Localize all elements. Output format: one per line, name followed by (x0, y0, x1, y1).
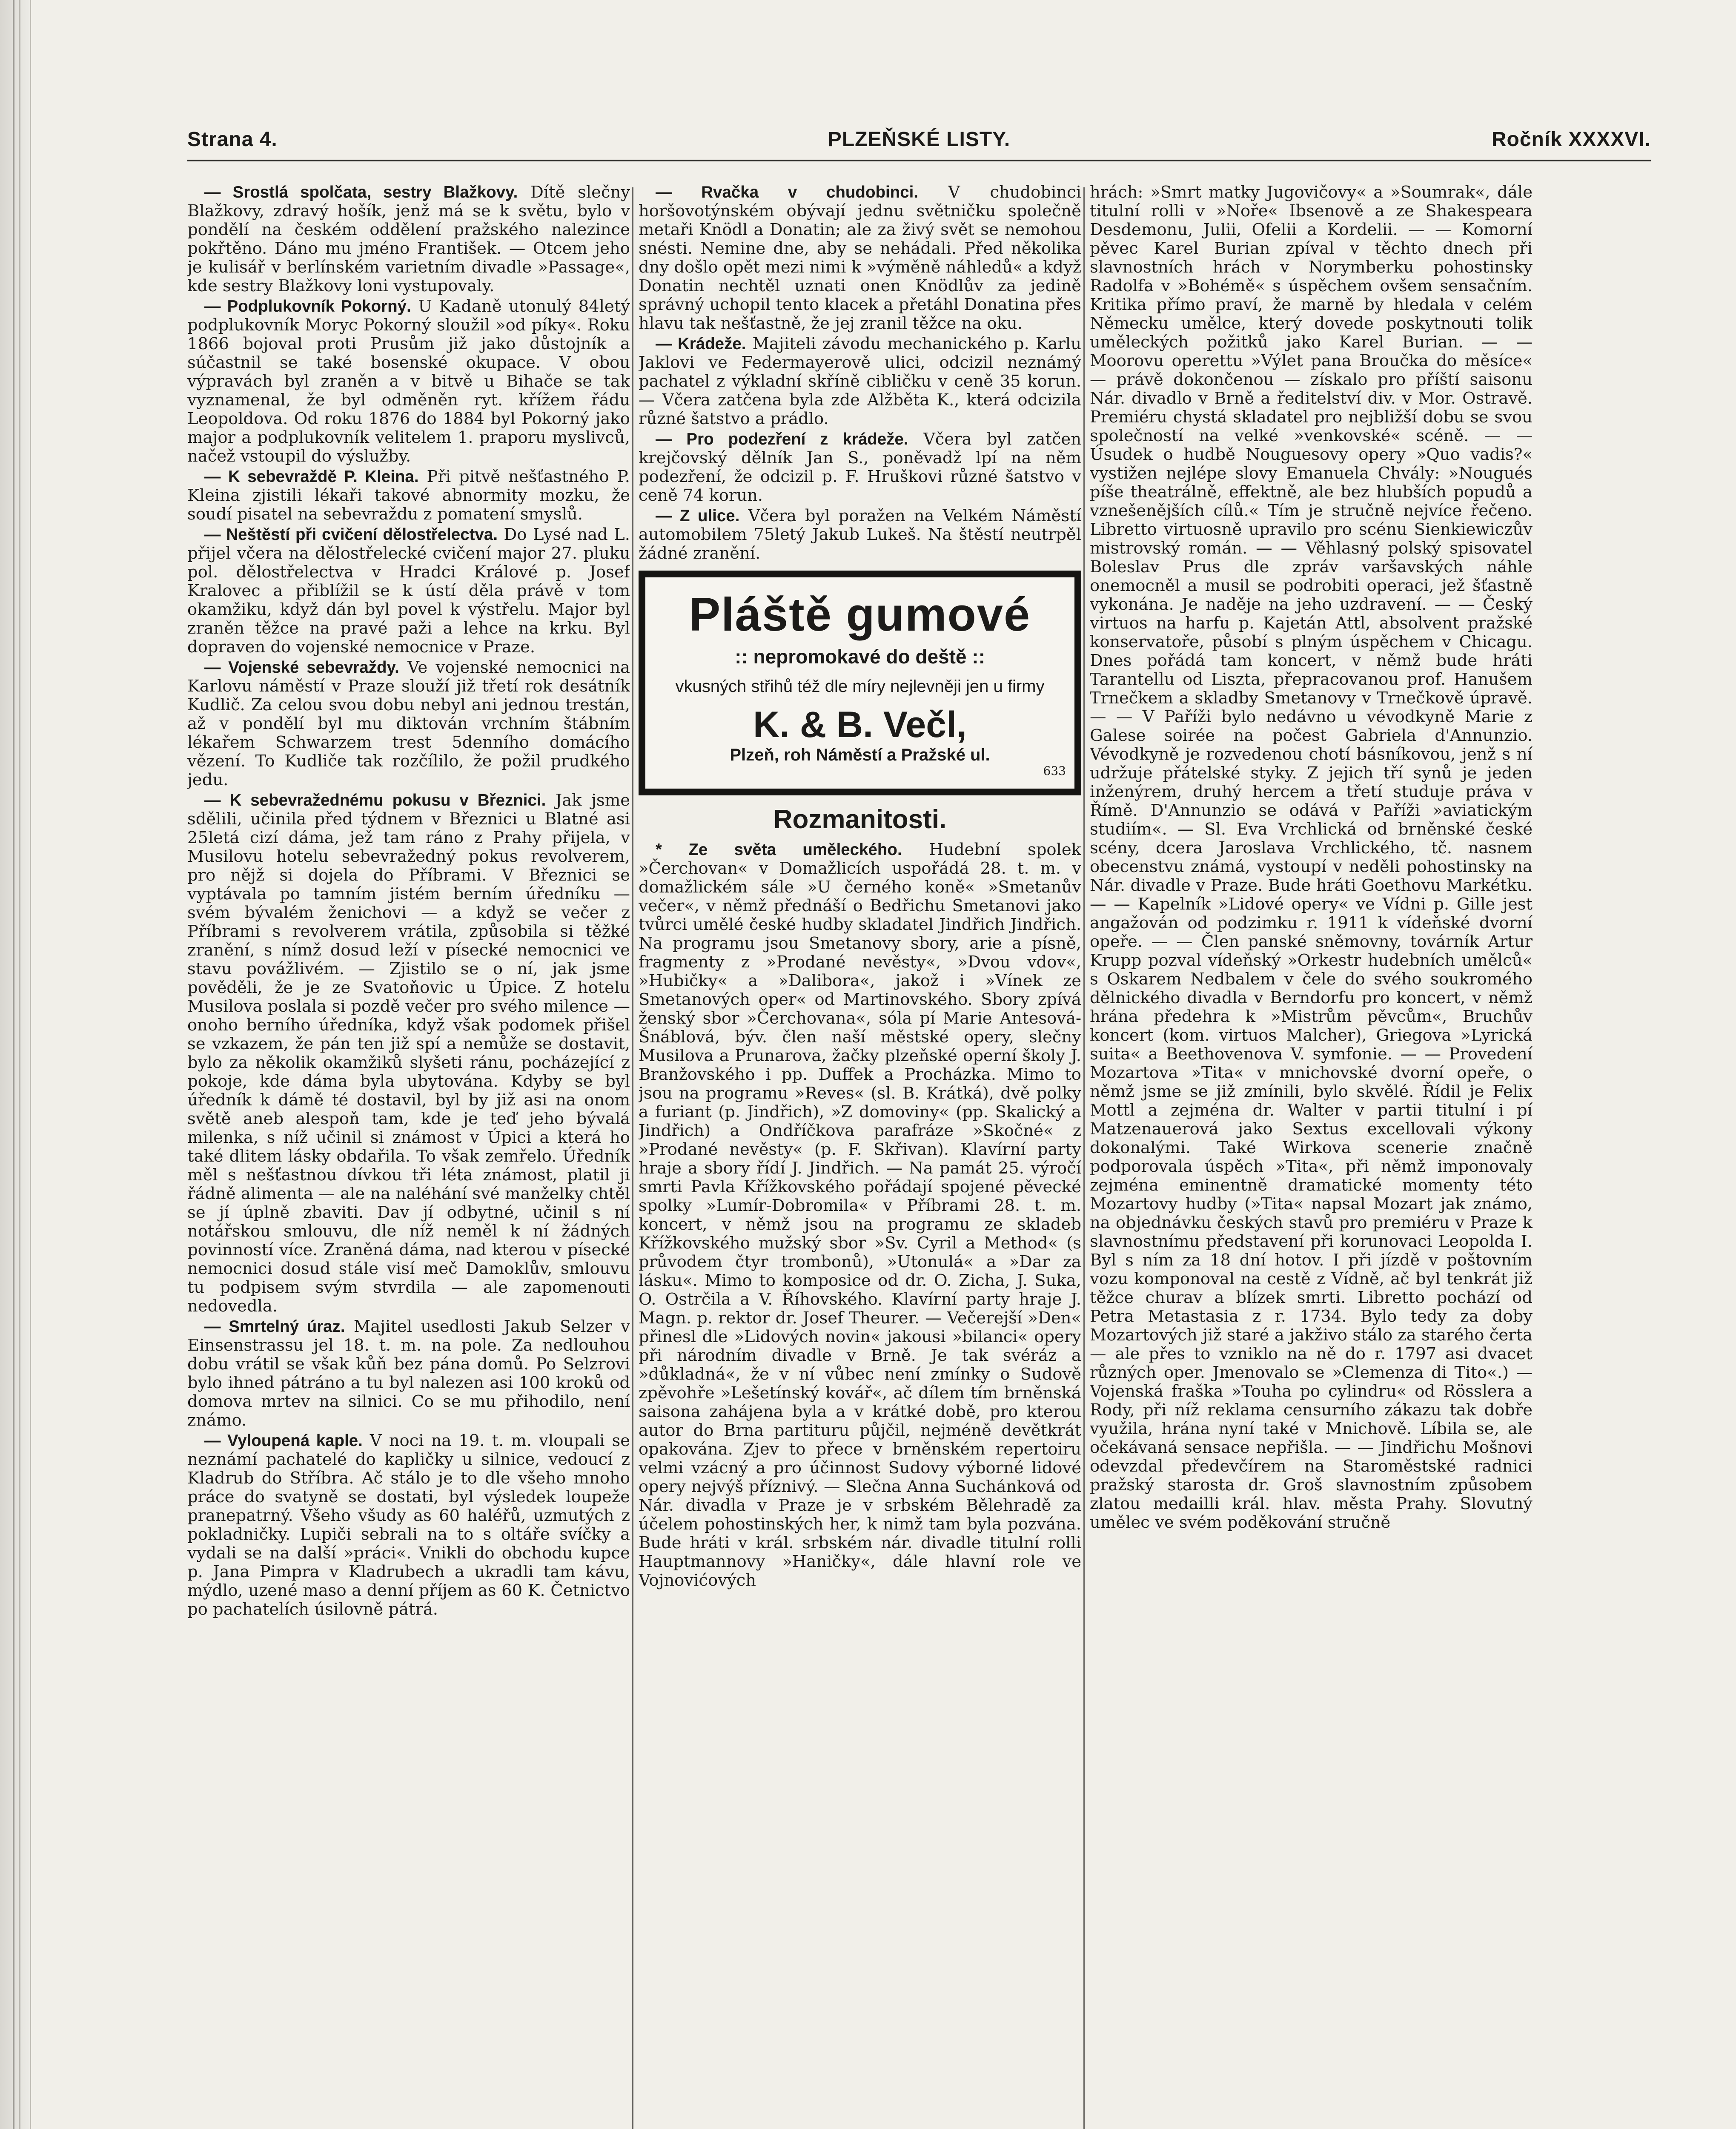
article (187, 791, 630, 1316)
article-title: — Podplukovník Pokorný. (204, 297, 411, 316)
binding-lines (13, 0, 20, 2129)
article-title: — Vojenské sebevraždy. (204, 658, 399, 677)
article (187, 468, 630, 524)
ad-description: vkusných střihů též dle míry nejlevněji jen u firmy (675, 677, 1045, 696)
page-header (187, 128, 1651, 153)
article-text: V chudobinci horšovotýnském obývají jednu světničku společně metaři Knödl a Donatin; ale za živý svět se nemohou snésti. Nemine dne, aby se nehádali. Před několika dny došlo opět mezi nimi k »výměně náhledů« a když Donatin nechtěl uznati onen Knödlův za jedině správný uchopil tento klacek a přetáhl Donatina přes hlavu tak nešťastně, že jej zranil těžce na oku. (639, 183, 1081, 333)
article-title: * Ze světa uměleckého. (656, 841, 902, 859)
article-text: Jak jsme sdělili, učinila před týdnem v Březnici u Blatné asi 25letá cizí dáma, jež tam ráno z Prahy přijela, v Musilovu hotelu sebevražedný pokus revolverem, pro nějž si dojela do Příbrami. V Březnici se vyptávala po tamním jistém berním úředníku — svém bývalém ženichovi — a když se večer z Příbrami s revolverem vrátila, způsobila si těžké zranění, s nímž dosud leží v písecké nemocnici ve stavu povážlivém. — Zjistilo se o ní, jak jsme pověděli, že je ze Svatoňovic u Úpice. Z hotelu Musilova poslala si pozdě večer pro svého milence — onoho berního úředníka, když však podomek přišel se vzkazem, že pán ten již spí a nemůže se dostavit, bylo za několik okamžiků slyšeti ránu, pocházející z pokoje, kde dáma byla ubytována. Kdyby se byl úředník k dámě té dostavil, byl by již asi na onom světě aneb alespoň tam, kde je teď jeho bývalá milenka, s níž učinil si známost v Úpici a která ho také dlitem lásky obdařila. To však zemřelo. Úředník měl s nešťastnou dívkou tři léta známost, platil ji řádně alimenta — ale na naléhání své manželky chtěl se jí úplně zbaviti. Dav jí odbytné, učinil s ní notářskou smlouvu, dle níž neměl k ní žádných povinností více. Zraněná dáma, nad kterou v písecké nemocnici dosud stále visí meč Damoklův, smlouvu tu podpisem svým stvrdila — ale zapomenouti nedovedla. (187, 791, 630, 1316)
article-title: — Srostlá spolčata, sestry Blažkovy. (204, 183, 518, 201)
article (187, 1432, 630, 1619)
article (639, 841, 1081, 1590)
article-text: Včera byl zatčen krejčovský dělník Jan S., poněvadž lpí na něm podezření, že odcizil p. F. Hruškovi různé šatstvo v ceně 74 korun. (639, 430, 1081, 505)
article-title: — Pro podezření z krádeže. (656, 430, 908, 448)
ad-title: Pláště gumové (689, 588, 1031, 641)
column-3 (1090, 183, 1533, 2129)
article-text: Do Lysé nad L. přijel včera na dělostřelecké cvičení major 27. pluku pol. dělostřelectva v Hradci Králové p. Josef Kralovec a přiblížil se k ústí děla právě v tom okamžiku, když dán byl povel k výstřelu. Major byl zraněn těžce na pravé paži a lehce na krku. Byl dopraven do vojenské nemocnice v Praze. (187, 525, 630, 657)
article-text: U Kadaně utonulý 84letý podplukovník Moryc Pokorný sloužil »od píky«. Roku 1866 bojoval proti Prusům již jako důstojník a súčastnil se také bosenské okupace. V obou výpravách byl zraněn a v bitvě u Bihače se tak vyznamenal, že byl odměněn ryt. křížem řádu Leopoldova. Od roku 1876 do 1884 byl Pokorný jako major a podplukovník velitelem 1. praporu myslivců, načež vstoupil do výslužby. (187, 297, 630, 466)
article-text: Při pitvě nešťastného P. Kleina zjistili lékaři takové abnormity mozku, že soudí pisatel na sebevraždu z pomatení smyslů. (187, 467, 630, 524)
article (187, 297, 630, 466)
article-text: hrách: »Smrt matky Jugovičovy« a »Soumrak«, dále titulní rolli v »Noře« Ibsenově a ze Shakespeara Desdemonu, Julii, Ofelii a Kordelii. — — Komorní pěvec Karel Burian zpíval v těchto dnech při slavnostních hrách v Norymberku pohostinsky Radolfa v »Bohémě« s úspěchem ovšem sensačním. Kritika přímo praví, že marně by hledala v celém Německu umělce, který dovede poskytnouti tolik uměleckých požitků jako Karel Burian. — — Moorovu operettu »Výlet pana Broučka do měsíce« — právě dokončenou — získalo pro příští saisonu Nár. divadlo v Brně a ředitelství div. v Mor. Ostravě. Premiéru chystá skladatel pro nejbližší dobu se svou společností na velké »venkovské« scéně. — — Úsudek o hudbě Nouguesovy opery »Quo vadis?« vystižen nejlépe slovy Emanuela Chvály: »Nougués píše theatrálně, effektně, ale bez hlubších popudů a vznešenějších cílů.« Tím je stručně nejvíce řečeno. Libretto virtuosně upravilo pro scénu Sienkiewiczův mistrovský román. — — Věhlasný polský spisovatel Boleslav Prus dle zpráv varšavských náhle onemocněl a musil se podrobiti operaci, jež šťastně vykonána. Je naděje na jeho uzdravení. — — Český virtuos na harfu p. Kajetán Attl, absolvent pražské konservatoře, působí s plným úspěchem v Chicagu. Dnes pořádá tam koncert, v němž bude hráti Tarantellu od Liszta, přepracovanou prof. Hanušem Trnečkem a skladby Smetanovy v Trnečkově úpravě. — — V Paříži bylo nedávno u vévodkyně Marie z Galese soirée na počest Gabriela d'Annunzio. Vévodkyně je rozvedenou chotí básníkovou, jenž s ní udržuje přátelské styky. Z jejich tří synů je jeden inženýrem, druhý hercem a třetí studuje práva v Římě. D'Annunzio se odává v Paříži »aviatickým studiím«. — Sl. Eva Vrchlická od brněnské české scény, dcera Jaroslava Vrchlického, tč. nasnem obecenstvu známá, vystoupí v neděli pohostinsky na Nár. divadle v Praze. Bude hráti Goethovu Markétku. — — Kapelník »Lidové opery« ve Vídni p. Gille jest angažován od podzimku r. 1911 k vídeňské dvorní opeře. — — Člen panské sněmovny, továrník Artur Krupp pozval vídeňský »Orkestr hudebních umělců« s Oskarem Nedbalem v čele do svého soukromého dělnického divadla v Berndorfu pro koncert, v němž hrána předehra k »Mistrům pěvcům«, Bruchův koncert (kom. virtuos Malcher), Griegova »Lyrická suita« a Beethovenova V. symfonie. — — Provedení Mozartova »Tita« v mnichovské dvorní opeře, o němž jsme se již zmínili, bylo skvělé. Řídil je Felix Mottl a zejména dr. Walter v partii titulní i pí Matzenauerová jako Sextus excellovali výkony dokonalými. Také Wirkova scenerie značně podporovala úspěch »Tita«, při němž imponovaly zejména eminentně dramatické momenty této Mozartovy hudby (»Tita« napsal Mozart jak známo, na objednávku českých stavů pro premiéru v Praze k slavnostnímu představení při korunovaci Leopolda I. Byl s ním za 18 dní hotov. I při jízdě v poštovním vozu komponoval na cestě z Vídně, ač byl tenkrát již těžce churav a blízek smrti. Libretto pochází od Petra Metastasia z r. 1734. Bylo tedy za doby Mozartových již staré a jakživo stálo za starého čerta — ale přes to vzniklo na ně do r. 1797 asi dvacet různých oper. Jmenovalo se »Clemenza di Tito«.) — Vojenská fraška »Touha po cylindru« od Rösslera a Rody, při níž reklama censurního zákazu tak dobře využila, hrána nyní také v Mnichově. Líbila se, ale očekávaná sensace nepřišla. — — Jindřichu Mošnovi odevzdal předevčírem na Staroměstské radnici pražský starosta dr. Groš slavnostním způsobem zlatou medailli král. hlav. města Prahy. Slovutný umělec ve svém poděkování stručně (1090, 183, 1533, 1532)
column-divider (632, 187, 633, 2129)
article-text: Majitel usedlosti Jakub Selzer v Einsenstrassu jel 18. t. m. na pole. Za nedlouhou dobu vrátil se však kůň bez pána domů. Po Selzrovi bylo ihned pátráno a tu byl nalezen asi 100 kroků od domova mrtev na silnici. Co se mu přihodilo, není známo. (187, 1317, 630, 1430)
volume-number: Ročník XXXXVI. (1491, 128, 1651, 151)
article (187, 525, 630, 657)
ad-firm: K. & B. Večl, (753, 704, 967, 745)
article (1090, 183, 1533, 1532)
article-text: Dítě slečny Blažkovy, zdravý hošík, jenž má se k světu, bylo v pondělí na českém oddělení pražského nalezince pokřtěno. Dáno mu jméno František. — Otcem jeho je kulisář v berlínském varietním divadle »Passage«, kde sestry Blažkovy loni vystupovaly. (187, 183, 630, 296)
article-text: Majiteli závodu mechanického p. Karlu Jaklovi ve Federmayerově ulici, odcizil neznámý pachatel z výkladní skříně cibličku v ceně 35 korun. — Včera zatčena byla zde Alžběta K., která odcizila různé šatstvo a prádlo. (639, 334, 1081, 428)
section-title: Rozmanitosti. (773, 805, 947, 834)
article (187, 658, 630, 789)
article-title: — Neštěstí při cvičení dělostřelectva. (204, 525, 498, 544)
article (639, 430, 1081, 505)
ad-subtitle: :: nepromokavé do deště :: (735, 646, 985, 668)
article-title: — Vyloupená kaple. (204, 1432, 363, 1450)
ad-address: Plzeň, roh Náměstí a Pražské ul. (730, 746, 990, 764)
newspaper-title: PLZEŇSKÉ LISTY. (828, 128, 1011, 151)
article-title: — Rvačka v chudobinci. (656, 183, 919, 201)
article (639, 507, 1081, 563)
article-text: Ve vojenské nemocnici na Karlovu náměstí v Praze slouží již třetí rok desátník Kudlič. Za celou svou dobu nebyl ani jednou trestán, až v pondělí byl mu diktován vrchním štábním lékařem Schwarzem trest 5denního domácího vězení. To Kudliče tak rozčílilo, že požil prudkého jedu. (187, 658, 630, 789)
article-text: V noci na 19. t. m. vloupali se neznámí pachatelé do kapličky u silnice, vedoucí z Kladrub do Stříbra. Ač stálo je to dle všeho mnoho práce do svatyně se dostati, byl výsledek loupeže pranepatrný. Všeho všudy as 60 haléřů, uzmutých z pokladničky. Lupiči sebrali na to s oltáře svíčky a vydali se na další »práci«. Vnikli do obchodu kupce p. Jana Pimpra v Kladrubech a ukradli tam kávu, mýdlo, uzené maso a denní příjem as 60 K. Četnictvo po pachatelích úsilovně pátrá. (187, 1431, 630, 1619)
article-title: — Z ulice. (656, 507, 740, 525)
article (639, 183, 1081, 333)
column-1 (187, 183, 630, 2129)
header-rule (187, 160, 1651, 161)
column-divider (1083, 187, 1085, 2129)
column-2 (639, 183, 1081, 2129)
article (187, 1317, 630, 1430)
page-number: Strana 4. (187, 128, 278, 151)
article-title: — Smrtelný úraz. (204, 1317, 345, 1336)
article-text: Hudební spolek »Čerchovan« v Domažlicích uspořádá 28. t. m. v domažlickém sále »U černého koně« »Smetanův večer«, v němž přednáší o Bedřichu Smetanovi jako tvůrci umělé české hudby skladatel Jindřich Jindřich. Na programu jsou Smetanovy sbory, arie a písně, fragmenty z »Prodané nevěsty«, »Dvou vdov«, »Hubičky« a »Dalibora«, jakož i »Vínek ze Smetanových oper« od Martinovského. Sbory zpívá ženský sbor »Čerchovana«, sóla pí Marie Antesová-Šnáblová, býv. člen naší městské opery, slečny Musilova a Prunarova, žačky plzeňské operní školy J. Branžovského i pp. Duffek a Procházka. Mimo to jsou na programu »Reves« (sl. B. Krátká), dvě polky a furiant (p. Jindřich), »Z domoviny« (pp. Skalický a Jindřich) a Ondříčkova parafráze »Skočné« z »Prodané nevěsty« (p. F. Skřivan). Klavírní party hraje a sbory řídí J. Jindřich. — Na památ 25. výročí smrti Pavla Křížkovského pořádají spojené pěvecké spolky »Lumír-Dobromila« v Příbrami 28. t. m. koncert, v němž jsou na programu ze skladeb Křížkovského mužský sbor »Sv. Cyril a Method« (s průvodem čtyr trombonů), »Utonulá« a »Dar za lásku«. Mimo to komposice od dr. O. Zicha, J. Suka, O. Ostrčila a V. Říhovského. Klavírní party hraje J. Magn. p. rektor dr. Josef Theurer. — Večerejší »Den« přinesl dle »Lidových novin« jakousi »bilanci« opery při národním divadle v Brně. Je tak svéráz a »důkladná«, že v ní vůbec není zmínky o Sudově zpěvohře »Lešetínský kovář«, ač dílem tím brněnská saisona zahájena byla a v krátké době, pro kterou autor do Brna partituru půjčil, nejméně devětkrát opakována. Zjev to přece v brněnském repertoiru velmi vzácný a pro účinnost Sudovy výborné lidové opery nejvýš příznivý. — Slečna Anna Suchánková od Nár. divadla v Praze je v srbském Bělehradě za účelem pohostinských her, k nimž tam byla pozvána. Bude hráti v král. srbském nár. divadle titulní rolli Hauptmannovy »Haničky«, dále hlavní role ve Vojnovićových (639, 840, 1081, 1590)
article-text: Včera byl poražen na Velkém Náměstí automobilem 75letý Jakub Lukeš. Na štěstí neutrpěl žádné zranění. (639, 506, 1081, 563)
article (639, 335, 1081, 428)
article-title: — K sebevražednému pokusu v Březnici. (204, 791, 546, 809)
article-title: — Krádeže. (656, 335, 746, 353)
article-title: — K sebevraždě P. Kleina. (204, 468, 419, 486)
ad-number: 633 (1043, 764, 1066, 778)
binding-gutter (0, 0, 31, 2129)
article (187, 183, 630, 296)
advertisement (639, 571, 1081, 795)
